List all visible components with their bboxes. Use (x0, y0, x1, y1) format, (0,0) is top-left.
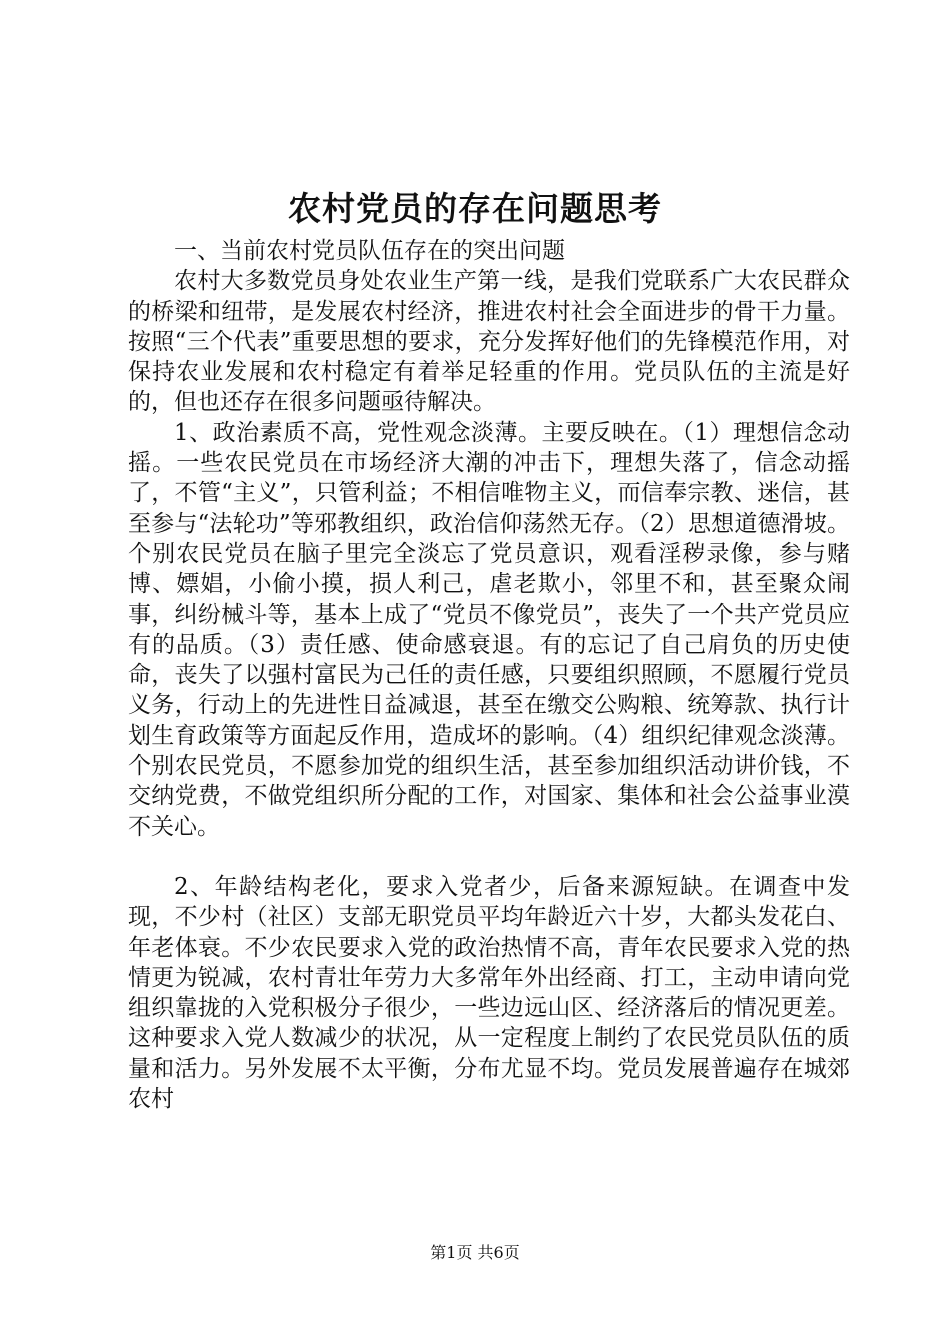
paragraph-point-1: 1、政治素质不高，党性观念淡薄。主要反映在。（1）理想信念动摇。一些农民党员在市场经济大潮的冲击下，理想失落了，信念动摇了，不管“主义”，只管利益；不相信唯物主义，而信奉宗教、迷信，甚至参与“法轮功”等邪教组织，政治信仰荡然无存。（2）思想道德滑坡。个别农民党员在脑子里完全淡忘了党员意识，观看淫秽录像，参与赌博、嫖娼，小偷小摸，损人利己，虐老欺小，邻里不和，甚至聚众闹事，纠纷械斗等，基本上成了“党员不像党员”，丧失了一个共产党员应有的品质。（3）责任感、使命感衰退。有的忘记了自己肩负的历史使命，丧失了以强村富民为己任的责任感，只要组织照顾，不愿履行党员义务，行动上的先进性日益减退，甚至在缴交公购粮、统筹款、执行计划生育政策等方面起反作用，造成坏的影响。（4）组织纪律观念淡薄。个别农民党员，不愿参加党的组织生活，甚至参加组织活动讲价钱，不交纳党费，不做党组织所分配的工作，对国家、集体和社会公益事业漠不关心。 (128, 419, 850, 840)
page-footer: 第1页 共6页 (430, 1243, 520, 1262)
paragraph-point-2: 2、年龄结构老化，要求入党者少，后备来源短缺。在调查中发现，不少村（社区）支部无职党员平均年龄近六十岁，大都头发花白、年老体衰。不少农民要求入党的政治热情不高，青年农民要求入党的热情更为锐减，农村青壮年劳力大多常年外出经商、打工，主动申请向党组织靠拢的入党积极分子很少，一些边远山区、经济落后的情况更差。这种要求入党人数减少的状况，从一定程度上制约了农民党员队伍的质量和活力。另外发展不太平衡，分布尤显不均。党员发展普遍存在城郊农村 (128, 873, 850, 1113)
paragraph-intro: 农村大多数党员身处农业生产第一线，是我们党联系广大农民群众的桥梁和纽带，是发展农村经济，推进农村社会全面进步的骨干力量。按照“三个代表”重要思想的要求，充分发挥好他们的先锋模范作用，对保持农业发展和农村稳定有着举足轻重的作用。党员队伍的主流是好的，但也还存在很多问题亟待解决。 (128, 268, 850, 416)
document-body (128, 236, 850, 1114)
paragraph-spacer (128, 842, 850, 872)
document-title: 农村党员的存在问题思考 (288, 189, 662, 228)
section-heading: 一、当前农村党员队伍存在的突出问题 (174, 238, 565, 264)
